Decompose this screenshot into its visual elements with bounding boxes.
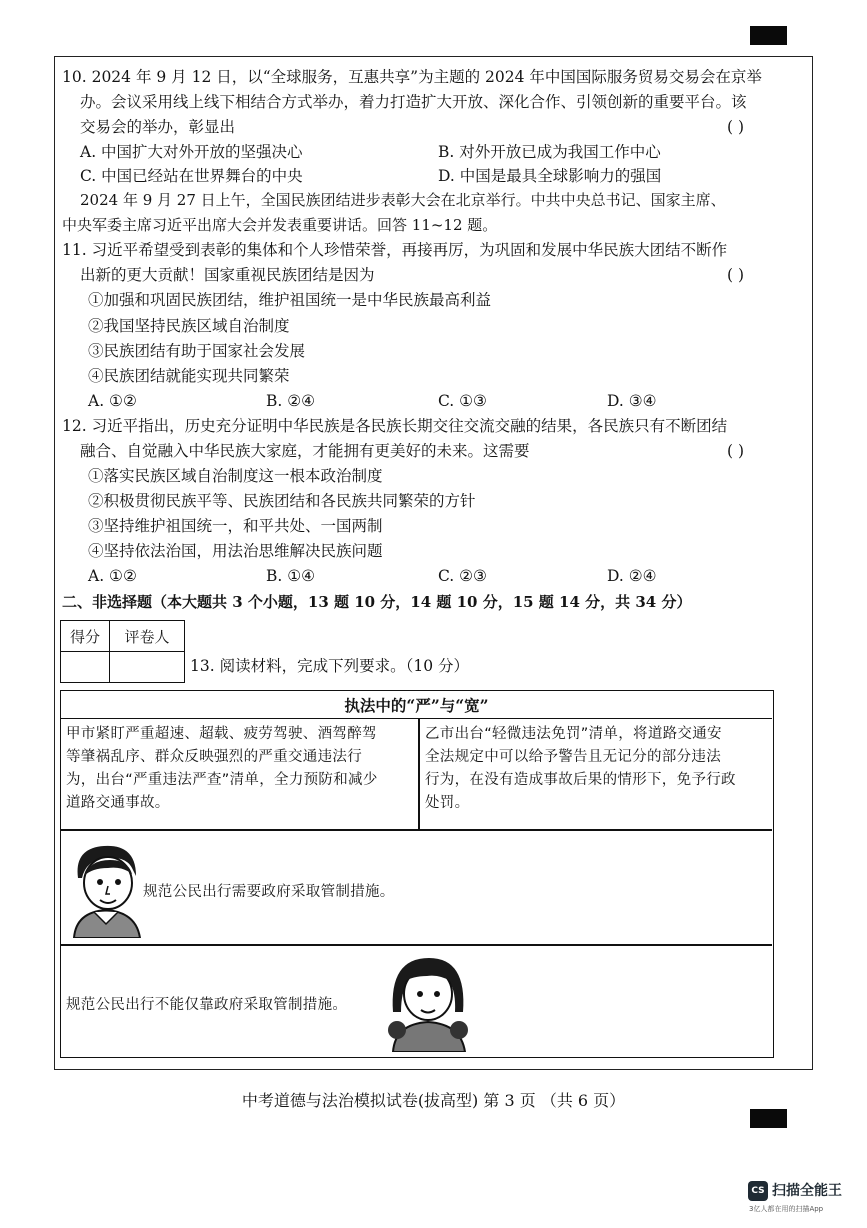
camscanner-tagline: 3亿人都在用的扫描App <box>749 1205 824 1213</box>
q11-line2: 出新的更大贡献！国家重视民族团结是因为 <box>80 266 375 284</box>
q10-option-c: C. 中国已经站在世界舞台的中央 <box>80 167 303 185</box>
grade-score-label: 得分 <box>61 621 110 652</box>
q11-option-c: C. ①③ <box>438 392 487 410</box>
q12-option-a: A. ①② <box>88 567 137 585</box>
q10-option-d: D. 中国是最具全球影响力的强国 <box>438 167 662 185</box>
girl-speech: 规范公民出行不能仅靠政府采取管制措施。 <box>66 997 348 1013</box>
q11-item-4: ④民族团结就能实现共同繁荣 <box>88 367 290 385</box>
q10-option-b: B. 对外开放已成为我国工作中心 <box>438 143 661 161</box>
grade-score-cell[interactable] <box>61 652 110 683</box>
q11-option-a: A. ①② <box>88 392 137 410</box>
q11-item-1: ①加强和巩固民族团结，维护祖国统一是中华民族最高利益 <box>88 291 492 309</box>
material-right-text: 乙市出台“轻微违法免罚”清单，将道路交通安 全法规定中可以给予警告且无记分的部分违法 行为，在没有造成事故后果的情形下，免予行政 处罚。 <box>425 726 736 811</box>
page-footer: 中考道德与法治模拟试卷(拔高型) 第 3 页 （共 6 页） <box>241 1091 626 1110</box>
q10-line3: 交易会的举办，彰显出 <box>80 118 236 136</box>
q12-option-b: B. ①④ <box>266 567 316 585</box>
q10-answer-paren: ( ) <box>727 118 745 136</box>
q11-line1: 11. 习近平希望受到表彰的集体和个人珍惜荣誉，再接再厉，为巩固和发展中华民族大团结不断作 <box>62 241 728 259</box>
q10-line2: 办。会议采用线上线下相结合方式举办，着力打造扩大开放、深化合作、引领创新的重要平台。该 <box>80 93 747 111</box>
q11-item-3: ③民族团结有助于国家社会发展 <box>88 342 306 360</box>
grade-table <box>60 620 185 683</box>
q12-line1: 12. 习近平指出，历史充分证明中华民族是各民族长期交往交流交融的结果，各民族只有不断团结 <box>62 417 728 435</box>
boy-speech: 规范公民出行需要政府采取管制措施。 <box>143 884 395 900</box>
q10-line1: 10. 2024 年 9 月 12 日，以“全球服务，互惠共享”为主题的 2024 年中国国际服务贸易交易会在京举 <box>62 68 762 86</box>
q11-option-d: D. ③④ <box>607 392 657 410</box>
page-frame-right <box>812 56 813 1070</box>
page-frame-left <box>54 56 55 1070</box>
intro-11-12-line2: 中央军委主席习近平出席大会并发表重要讲话。回答 11~12 题。 <box>62 216 498 234</box>
q10-option-a: A. 中国扩大对外开放的坚强决心 <box>80 143 303 161</box>
q12-item-4: ④坚持依法治国，用法治思维解决民族问题 <box>88 542 383 560</box>
material-columns-divider <box>418 719 420 829</box>
q12-option-c: C. ②③ <box>438 567 487 585</box>
grade-grader-label: 评卷人 <box>110 621 185 652</box>
q12-item-1: ①落实民族区域自治制度这一根本政治制度 <box>88 467 383 485</box>
grade-grader-cell[interactable] <box>110 652 185 683</box>
camscanner-logo-icon: CS <box>748 1181 768 1201</box>
corner-marker-bottom <box>750 1109 787 1128</box>
q11-option-b: B. ②④ <box>266 392 316 410</box>
intro-11-12-line1: 2024 年 9 月 27 日上午，全国民族团结进步表彰大会在北京举行。中共中央总书记、国家主席、 <box>80 191 726 209</box>
corner-marker-top <box>750 26 787 45</box>
material-columns-bottom <box>61 829 772 831</box>
girl-illustration <box>383 952 473 1052</box>
page-frame-top <box>54 56 813 57</box>
q12-option-d: D. ②④ <box>607 567 657 585</box>
camscanner-name: 扫描全能王 <box>772 1183 842 1199</box>
page-frame-bottom <box>54 1069 813 1070</box>
q12-item-3: ③坚持维护祖国统一，和平共处、一国两制 <box>88 517 383 535</box>
material-row-divider <box>61 944 772 946</box>
section-2-heading: 二、非选择题（本大题共 3 个小题，13 题 10 分，14 题 10 分，15 题 14 分，共 34 分） <box>62 593 692 611</box>
q12-line2: 融合、自觉融入中华民族大家庭，才能拥有更美好的未来。这需要 <box>80 442 530 460</box>
q13-prompt: 13. 阅读材料，完成下列要求。（10 分） <box>190 657 469 675</box>
material-title: 执法中的“严”与“宽” <box>344 696 489 715</box>
q11-item-2: ②我国坚持民族区域自治制度 <box>88 317 290 335</box>
q12-item-2: ②积极贯彻民族平等、民族团结和各民族共同繁荣的方针 <box>88 492 476 510</box>
q12-answer-paren: ( ) <box>727 442 745 460</box>
material-left-text: 甲市紧盯严重超速、超载、疲劳驾驶、酒驾醉驾 等肇祸乱序、群众反映强烈的严重交通违法行 为，出台“严重违法严查”清单，全力预防和减少 道路交通事故。 <box>66 726 378 811</box>
boy-illustration <box>66 838 146 938</box>
q11-answer-paren: ( ) <box>727 266 745 284</box>
